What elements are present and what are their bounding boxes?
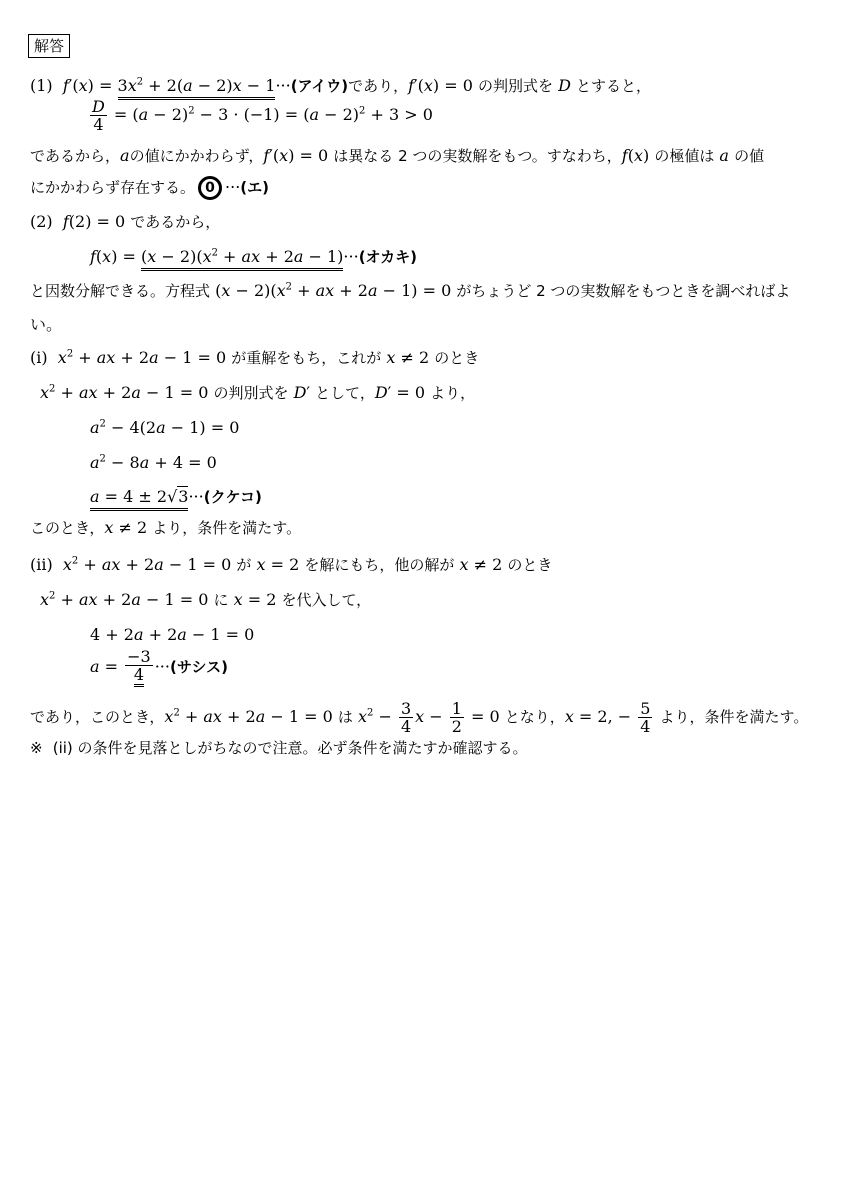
part1-label: (1) — [30, 76, 53, 95]
case-ii-eq1: 4 + 2a + 2a − 1 = 0 — [90, 625, 255, 644]
factorization-line: $f(x) = (x - 2)(x^2$ + ax + 2a − 1)···(オカキ) — [90, 247, 417, 271]
factored-expression: $(x - 2)(x^2$ + ax + 2a − 1) — [141, 247, 343, 271]
case-ii-eq2: a = $\frac{-3}{4}$ ···(サシス) — [90, 648, 228, 687]
tag-e: (エ) — [240, 178, 269, 197]
tag-aiu: (アイウ) — [290, 77, 349, 95]
part1-line1: (1) $f'(x) = 3x^2 + 2(a - 2)x - 1\cdot\cdot\cdot$(アイウ)であり，f′(x) = 0 の判別式を D とすると， — [30, 76, 651, 100]
part2-line2: と因数分解できる。方程式 $(x - 2)(x^2$ + ax + 2a − 1) = 0 がちょうど 2 つの実数解をもつときを調べればよ — [30, 281, 791, 300]
answer-e-circled: 0 — [198, 176, 222, 200]
tag-sashisu: (サシス) — [169, 658, 228, 676]
note-mark: ※ — [30, 739, 43, 757]
part2-line1: (2) f(2) = 0 であるから， — [30, 212, 221, 231]
case-ii-line2: $x^2$ + ax + 2a − 1 = 0 に x = 2 を代入して， — [40, 590, 372, 609]
case-i-eq3: a = 4 ± 2√3···(クケコ) — [90, 487, 262, 511]
case-i-eq2: $a^2 - 8a + 4 = 0$ — [90, 453, 217, 472]
fprime-expression: $3x^2 + 2(a - 2)x - 1$ — [118, 76, 276, 100]
case-i-conclusion: このとき，x ≠ 2 より，条件を満たす。 — [30, 518, 302, 537]
tag-kukeko: (クケコ) — [203, 488, 262, 506]
final-line: であり，このとき，$x^2$ + ax + 2a − 1 = 0 は $x^2$ − $\frac{3}{4}$ x − $\frac{1}{2}$ = 0 となり，x = 2, − $\frac{5}{4}$ より，条件を満たす。 — [30, 699, 809, 736]
note-text: (ii) の条件を見落としがちなので注意。必ず条件を満たすか確認する。 — [52, 739, 528, 757]
case-i-answer: a = 4 ± 2√3 — [90, 487, 188, 511]
case-i-line1: (i) $x^2$ + ax + 2a − 1 = 0 が重解をもち，これが x ≠ 2 のとき — [30, 348, 480, 367]
part2-line3: い。 — [30, 315, 63, 334]
tag-okaki: (オカキ) — [358, 248, 417, 266]
case-i-eq1: $a^2 - 4(2a - 1) = 0$ — [90, 418, 240, 437]
discriminant-line: $\frac{D}{4}$ = $(a - 2)^2 - 3 \cdot (-1) = (a - 2)^2 + 3 > 0$ — [92, 97, 433, 134]
note-line — [30, 738, 528, 758]
case-ii-line1: (ii) $x^2$ + ax + 2a − 1 = 0 が x = 2 を解にもち，他の解が x ≠ 2 のとき — [30, 555, 553, 574]
part1-line3: であるから，aの値にかかわらず，f′(x) = 0 は異なる 2 つの実数解をもつ。すなわち，f(x) の極値は a の値 — [30, 146, 765, 165]
case-i-line2: $x^2$ + ax + 2a − 1 = 0 の判別式を D′ として，D′ = 0 より， — [40, 383, 476, 402]
part1-line4: にかかわらず存在する。 0 ···(エ) — [30, 176, 269, 200]
answer-header: 解答 — [28, 34, 70, 58]
